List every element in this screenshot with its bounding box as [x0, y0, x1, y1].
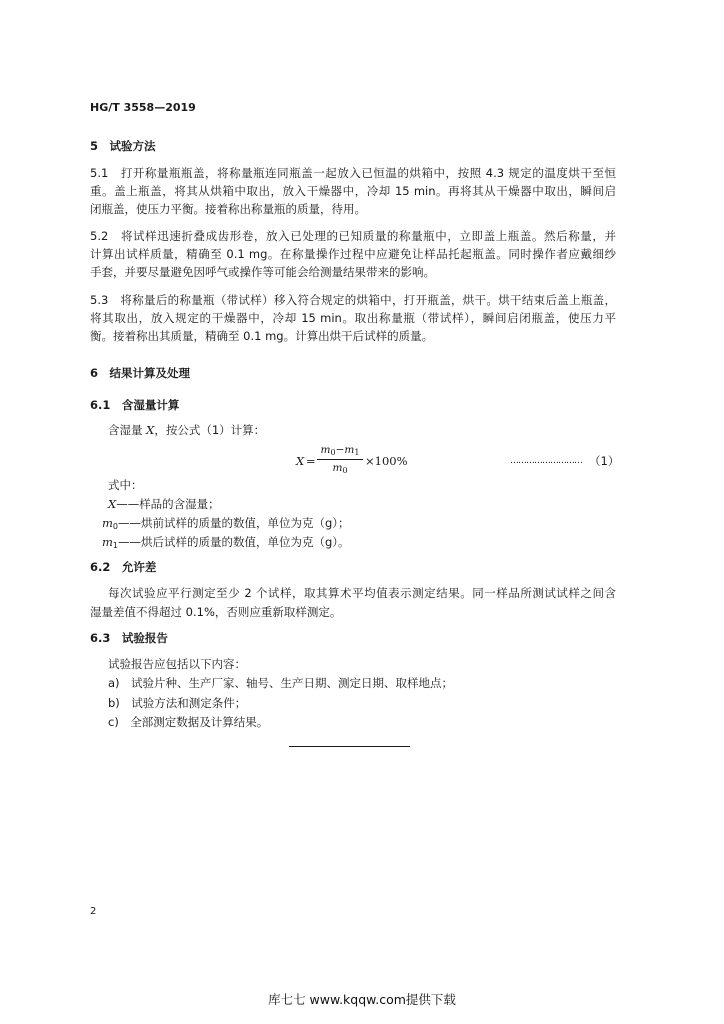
page-number: 2	[90, 906, 97, 917]
para-5-1-line-1: 5.1 打开称量瓶瓶盖，将称量瓶连同瓶盖一起放入已恒温的烘箱中，按照 4.3 规定的温度烘干至恒	[90, 166, 616, 180]
where-label: 式中：	[108, 478, 143, 492]
para-6-2-line-2: 湿量差值不得超过 0.1%，否则应重新取样测定。	[90, 605, 342, 619]
para-5-3-line-3: 衡。接着称出其质量，精确至 0.1 mg。计算出烘干后试样的质量。	[90, 329, 434, 343]
moisture-intro: 含湿量 X，按公式（1）计算：	[108, 423, 266, 437]
para-5-1-line-2: 重。盖上瓶盖，将其从烘箱中取出，放入干燥器中，冷却 15 min。再将其从干燥器中取出，瞬间启	[90, 184, 616, 198]
para-5-1-line-3: 闭瓶盖，使压力平衡。接着称出称量瓶的质量，待用。	[90, 202, 366, 216]
report-item-c: c) 全部测定数据及计算结果。	[108, 715, 269, 729]
end-of-text-rule	[289, 746, 410, 747]
formula-fraction-bar	[317, 459, 363, 460]
definition-m1: $m_1——$烘后试样的质量的数值，单位为克（g）。	[102, 535, 350, 550]
para-5-3-line-1: 5.3 将称量后的称量瓶（带试样）移入符合规定的烘箱中，打开瓶盖，烘干。烘干结束后盖上瓶盖，	[90, 293, 616, 307]
download-watermark: 库七七 www.kqqw.com提供下载	[268, 992, 456, 1007]
section-6-3-heading: 6.3 试验报告	[90, 631, 168, 645]
report-intro: 试验报告应包括以下内容：	[108, 657, 246, 671]
para-5-2-line-2: 计算出试样质量，精确至 0.1 mg。在称量操作过程中应避免让样品托起瓶盖。同时操作者应戴细纱	[90, 247, 616, 261]
standard-number: HG/T 3558—2019	[90, 101, 196, 114]
section-6-heading: 6 结果计算及处理	[90, 366, 191, 380]
para-5-3-line-2: 将其取出，放入规定的干燥器中，冷却 15 min。取出称量瓶（带试样），瞬间启闭瓶盖，使压力平	[90, 311, 616, 325]
section-6-1-heading: 6.1 含湿量计算	[90, 398, 180, 412]
para-5-2-line-1: 5.2 将试样迅速折叠成齿形卷，放入已处理的已知质量的称量瓶中，立即盖上瓶盖。然后称量，并	[90, 229, 616, 243]
formula-equals: =	[306, 454, 316, 468]
definition-m0: $m_0——$烘前试样的质量的数值，单位为克（g）；	[102, 516, 350, 531]
section-6-2-heading: 6.2 允许差	[90, 560, 157, 574]
formula-numerator: $m_0-m_1$	[320, 444, 360, 457]
section-5-heading: 5 试验方法	[90, 139, 156, 153]
report-item-b: b) 试验方法和测定条件；	[108, 696, 247, 710]
formula-number: （1）	[589, 454, 620, 468]
report-item-a: a) 试验片种、生产厂家、轴号、生产日期、测定日期、取样地点；	[108, 676, 454, 690]
para-6-2-line-1: 每次试验应平行测定至少 2 个试样，取其算术平均值表示测定结果。同一样品所测试试样之间含	[108, 586, 616, 600]
formula-times-percent: ×100%	[365, 454, 408, 468]
formula-lhs: X	[296, 454, 305, 468]
formula-denominator: $m_0$	[332, 462, 348, 475]
para-5-2-line-3: 手套，并要尽量避免因呼气或操作等可能会给测量结果带来的影响。	[90, 265, 435, 279]
definition-x: X——样品的含湿量；	[108, 497, 220, 511]
formula-leader-dots: ………………………	[510, 456, 582, 466]
